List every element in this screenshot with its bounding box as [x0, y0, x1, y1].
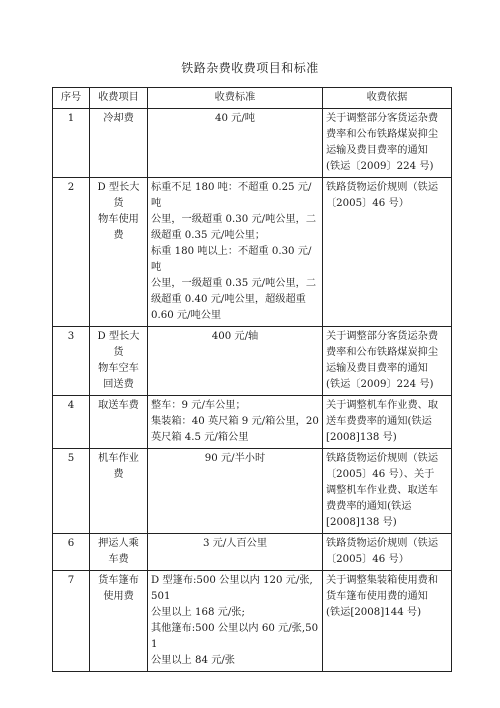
cell-no: 1 [53, 109, 90, 178]
cell-item-line: D 型长大货 [97, 331, 140, 358]
cell-item-line: 取送车费 [98, 400, 139, 411]
cell-basis-line: 铁路货物运价规则（铁运 [326, 182, 439, 193]
cell-item-line: 冷却费 [103, 113, 134, 124]
cell-item-line: 物车使用 [98, 214, 139, 225]
cell-basis [323, 534, 452, 571]
cell-basis-line: [2008]138 号) [326, 432, 397, 443]
table-row [53, 534, 452, 571]
cell-standard-line: 公里，一级超重 0.35 元/吨公里，二 [151, 278, 317, 289]
cell-standard [148, 571, 323, 672]
cell-item-line: D 型长大货 [97, 182, 140, 209]
cell-basis-line: 关于调整集装箱使用费和 [326, 575, 439, 586]
cell-basis [323, 178, 452, 327]
cell-standard-line: 级超重 0.40 元/吨公里，超级超重 [151, 294, 306, 305]
cell-basis-line: 费费率的通知(铁运 [326, 501, 412, 512]
cell-standard-line: 集装箱：40 英尺箱 9 元/箱公里，20 [151, 416, 319, 427]
cell-standard-line: 英尺箱 4.5 元/箱公里 [151, 432, 249, 443]
table-row [53, 449, 452, 534]
cell-item-line: 使用费 [103, 591, 134, 602]
cell-basis [323, 327, 452, 396]
cell-basis-line: 运输及费目费率的通知 [326, 145, 428, 156]
cell-basis-line: 费率和公布铁路煤炭抑尘 [326, 129, 439, 140]
cell-basis [323, 109, 452, 178]
cell-basis-line: 关于调整机车作业费、取 [326, 400, 439, 411]
cell-no: 4 [53, 396, 90, 449]
cell-item [90, 178, 148, 327]
cell-basis [323, 571, 452, 672]
table-row [53, 178, 452, 327]
cell-standard-line: 公里以上 84 元/张 [151, 655, 235, 666]
table-header-row [53, 88, 452, 109]
cell-item-line: 回送费 [103, 379, 134, 390]
cell-basis-line: 关于调整部分客货运杂费 [326, 331, 439, 342]
cell-standard-line: 其他篷布:500 公里以内 60 元/张,501 [151, 623, 319, 650]
cell-item-line: 押运人乘 [98, 538, 139, 549]
cell-basis-line: 货车篷布使用费的通知 [326, 591, 428, 602]
cell-item-line: 物车空车 [98, 363, 139, 374]
cell-item [90, 396, 148, 449]
cell-basis-line: 铁路货物运价规则（铁运 [326, 538, 439, 549]
cell-standard-line: 整车：9 元/车公里； [151, 400, 246, 411]
cell-standard [148, 449, 323, 534]
cell-item [90, 327, 148, 396]
cell-standard-line: 3 元/人百公里 [202, 538, 268, 549]
page-title: 铁路杂费收费项目和标准 [181, 61, 319, 75]
cell-standard-line: 标重不足 180 吨：不超重 0.25 元/吨 [151, 182, 312, 209]
cell-no: 7 [53, 571, 90, 672]
cell-basis-line: (铁运〔2009〕224 号) [326, 161, 434, 172]
table-body [53, 109, 452, 672]
table-row [53, 396, 452, 449]
cell-standard-line: 标重 180 吨以上：不超重 0.30 元/吨 [151, 246, 312, 273]
header-basis: 收费依据 [323, 88, 452, 109]
cell-item-line: 机车作业 [98, 453, 139, 464]
header-item: 收费项目 [90, 88, 148, 109]
cell-basis [323, 449, 452, 534]
cell-item-line: 货车篷布 [98, 575, 139, 586]
cell-item-line: 费 [113, 469, 124, 480]
cell-no: 3 [53, 327, 90, 396]
cell-item [90, 571, 148, 672]
cell-standard-line: 0.60 元/吨公里 [151, 310, 222, 321]
cell-basis-line: 铁路货物运价规则（铁运 [326, 453, 439, 464]
table-row [53, 571, 452, 672]
cell-item-line: 费 [113, 230, 124, 241]
cell-basis-line: 费率和公布铁路煤炭抑尘 [326, 347, 439, 358]
cell-item-line: 车费 [108, 554, 129, 565]
cell-standard-line: 公里，一级超重 0.30 元/吨公里，二 [151, 214, 317, 225]
header-standard: 收费标准 [148, 88, 323, 109]
table-row [53, 327, 452, 396]
cell-basis-line: 运输及费目费率的通知 [326, 363, 428, 374]
cell-standard [148, 327, 323, 396]
cell-no: 5 [53, 449, 90, 534]
cell-standard-line: 90 元/半小时 [204, 453, 266, 464]
cell-basis-line: 〔2005〕46 号） [326, 198, 409, 209]
cell-item [90, 534, 148, 571]
cell-standard [148, 396, 323, 449]
cell-basis-line: 送车费费率的通知(铁运 [326, 416, 432, 427]
cell-basis [323, 396, 452, 449]
cell-standard-line: 40 元/吨 [214, 113, 255, 124]
cell-standard-line: 级超重 0.35 元/吨公里； [151, 230, 266, 241]
cell-standard-line: 400 元/轴 [211, 331, 259, 342]
cell-item [90, 449, 148, 534]
table-row [53, 109, 452, 178]
cell-standard [148, 109, 323, 178]
fee-table [52, 87, 452, 672]
cell-standard-line: D 型篷布:500 公里以内 120 元/张,501 [151, 575, 313, 602]
cell-basis-line: [2008]138 号) [326, 517, 397, 528]
cell-standard [148, 178, 323, 327]
cell-standard-line: 公里以上 168 元/张; [151, 607, 245, 618]
header-no: 序号 [53, 88, 90, 109]
cell-item [90, 109, 148, 178]
cell-no: 6 [53, 534, 90, 571]
cell-standard [148, 534, 323, 571]
cell-basis-line: (铁运[2008]144 号) [326, 607, 422, 618]
cell-no: 2 [53, 178, 90, 327]
cell-basis-line: 〔2005〕46 号）、关于 [326, 469, 435, 480]
cell-basis-line: 〔2005〕46 号） [326, 554, 409, 565]
cell-basis-line: (铁运〔2009〕224 号) [326, 379, 434, 390]
cell-basis-line: 调整机车作业费、取送车 [326, 485, 439, 496]
cell-basis-line: 关于调整部分客货运杂费 [326, 113, 439, 124]
